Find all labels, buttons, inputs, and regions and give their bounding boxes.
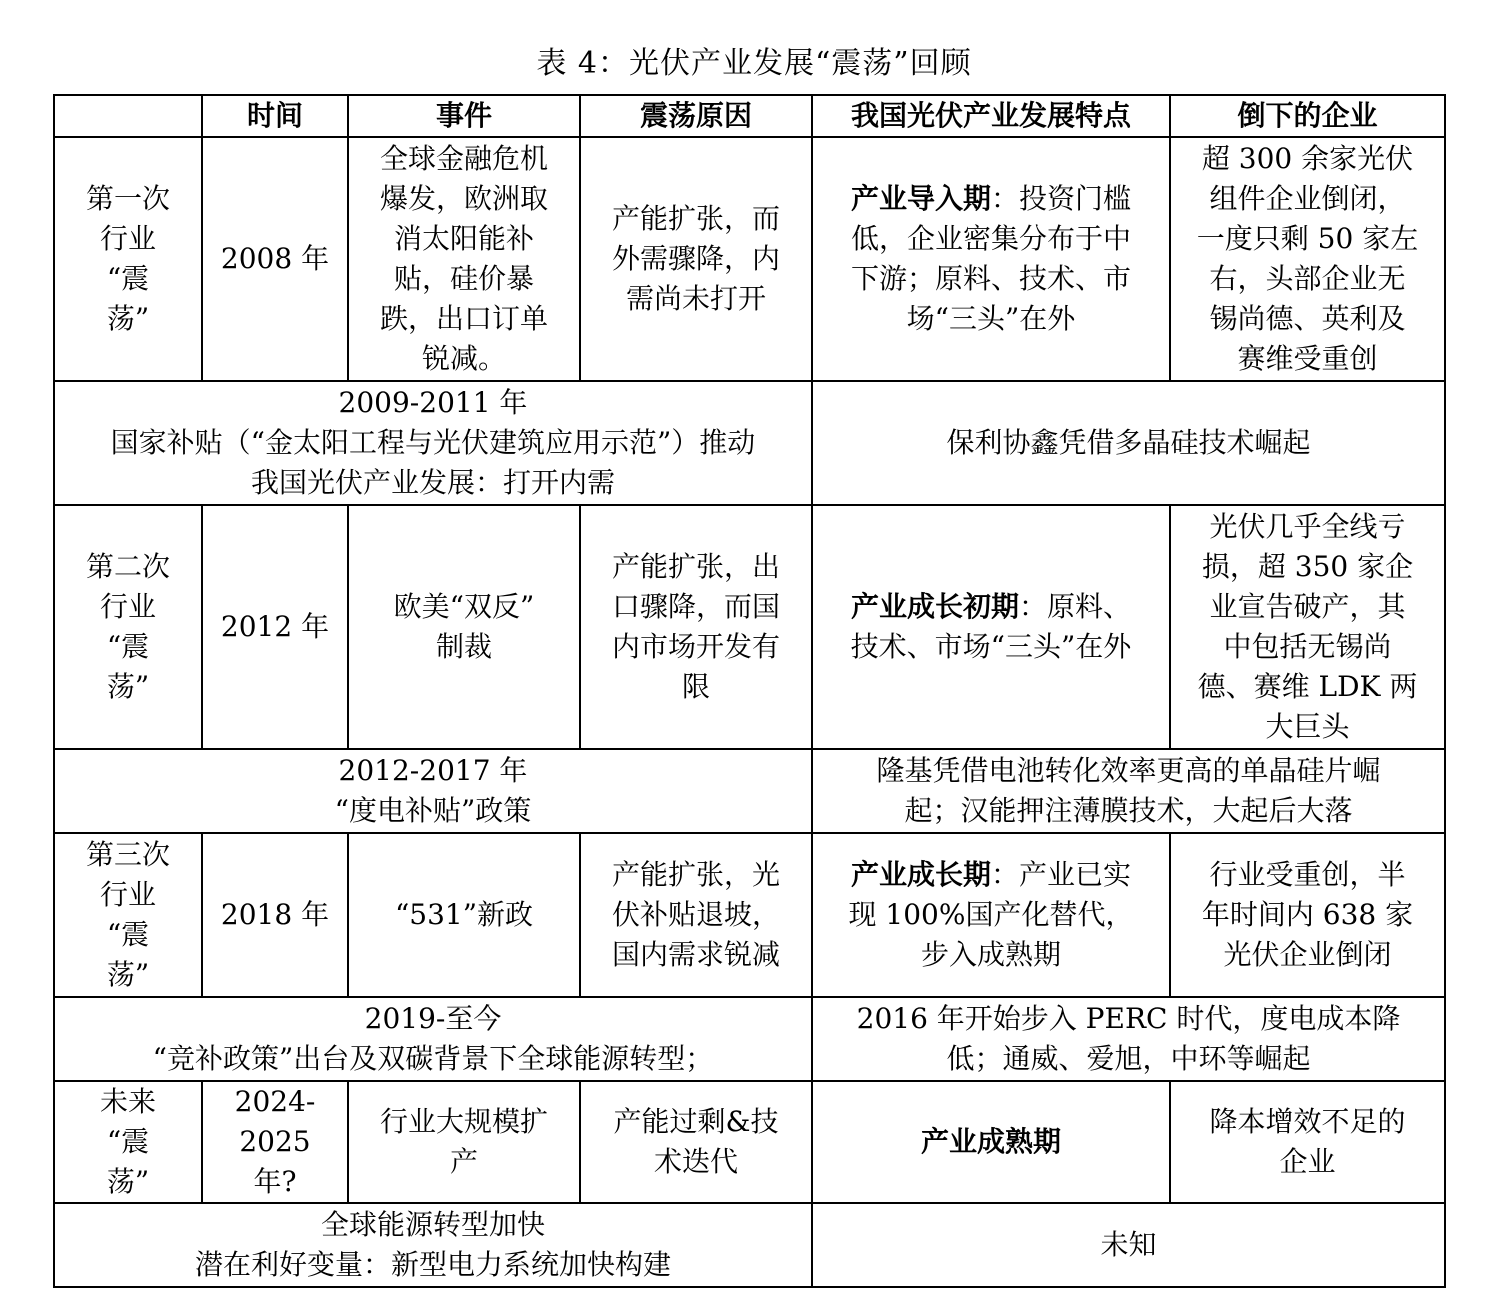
header-event: 事件 bbox=[348, 95, 580, 137]
stage-label: 产业导入期 bbox=[850, 182, 991, 215]
row-label: 第二次 行业 “震 荡” bbox=[54, 505, 202, 749]
period-right: 未知 bbox=[812, 1203, 1445, 1287]
fallen-cell: 超 300 余家光伏 组件企业倒闭， 一度只剩 50 家左 右，头部企业无 锡尚德、英利及 赛维受重创 bbox=[1170, 137, 1445, 381]
fallen-cell: 降本增效不足的 企业 bbox=[1170, 1081, 1445, 1203]
header-cause: 震荡原因 bbox=[580, 95, 812, 137]
period-row-third bbox=[54, 997, 1445, 1081]
time-cell: 2024- 2025 年? bbox=[202, 1081, 348, 1203]
header-time: 时间 bbox=[202, 95, 348, 137]
table-row-second bbox=[54, 505, 1445, 749]
period-row-first bbox=[54, 381, 1445, 505]
event-cell: “531”新政 bbox=[348, 833, 580, 997]
table-row-future bbox=[54, 1081, 1445, 1203]
feature-cell bbox=[812, 1081, 1170, 1203]
header-row bbox=[54, 95, 1445, 137]
event-cell: 全球金融危机 爆发，欧洲取 消太阳能补 贴，硅价暴 跌，出口订单 锐减。 bbox=[348, 137, 580, 381]
period-right: 保利协鑫凭借多晶硅技术崛起 bbox=[812, 381, 1445, 505]
row-label: 第三次 行业 “震 荡” bbox=[54, 833, 202, 997]
table-row-third bbox=[54, 833, 1445, 997]
period-row-second bbox=[54, 749, 1445, 833]
event-cell: 行业大规模扩 产 bbox=[348, 1081, 580, 1203]
cause-cell: 产能过剩&技 术迭代 bbox=[580, 1081, 812, 1203]
fallen-cell: 光伏几乎全线亏 损，超 350 家企 业宣告破产，其 中包括无锡尚 德、赛维 LDK 两 大巨头 bbox=[1170, 505, 1445, 749]
period-left: 2009-2011 年 国家补贴（“金太阳工程与光伏建筑应用示范”）推动 我国光伏产业发展：打开内需 bbox=[54, 381, 812, 505]
time-cell: 2018 年 bbox=[202, 833, 348, 997]
table-caption: 表 4：光伏产业发展“震荡”回顾 bbox=[536, 46, 972, 81]
feature-cell: 产业导入期：投资门槛 低，企业密集分布于中 下游；原料、技术、市 场“三头”在外 bbox=[812, 137, 1170, 381]
period-row-future bbox=[54, 1203, 1445, 1287]
time-cell: 2008 年 bbox=[202, 137, 348, 381]
event-cell: 欧美“双反” 制裁 bbox=[348, 505, 580, 749]
stage-label: 产业成长期 bbox=[850, 858, 991, 891]
period-left: 2012-2017 年 “度电补贴”政策 bbox=[54, 749, 812, 833]
period-right: 2016 年开始步入 PERC 时代，度电成本降 低；通威、爱旭，中环等崛起 bbox=[812, 997, 1445, 1081]
table-row-first bbox=[54, 137, 1445, 381]
header-blank bbox=[54, 95, 202, 137]
feature-cell: 产业成长初期：原料、 技术、市场“三头”在外 bbox=[812, 505, 1170, 749]
cause-cell: 产能扩张，而 外需骤降，内 需尚未打开 bbox=[580, 137, 812, 381]
period-left: 2019-至今 “竞补政策”出台及双碳背景下全球能源转型； bbox=[54, 997, 812, 1081]
cause-cell: 产能扩张，出 口骤降，而国 内市场开发有 限 bbox=[580, 505, 812, 749]
time-cell: 2012 年 bbox=[202, 505, 348, 749]
fallen-cell: 行业受重创，半 年时间内 638 家 光伏企业倒闭 bbox=[1170, 833, 1445, 997]
stage-label: 产业成长初期 bbox=[850, 590, 1019, 623]
cause-cell: 产能扩张，光 伏补贴退坡， 国内需求锐减 bbox=[580, 833, 812, 997]
row-label: 第一次 行业 “震 荡” bbox=[54, 137, 202, 381]
period-left: 全球能源转型加快 潜在利好变量：新型电力系统加快构建 bbox=[54, 1203, 812, 1287]
header-fallen: 倒下的企业 bbox=[1170, 95, 1445, 137]
row-label: 未来 “震 荡” bbox=[54, 1081, 202, 1203]
stage-label: 产业成熟期 bbox=[920, 1125, 1061, 1158]
pv-industry-table bbox=[53, 94, 1446, 1288]
period-right: 隆基凭借电池转化效率更高的单晶硅片崛 起；汉能押注薄膜技术，大起后大落 bbox=[812, 749, 1445, 833]
header-feature: 我国光伏产业发展特点 bbox=[812, 95, 1170, 137]
feature-cell: 产业成长期：产业已实 现 100%国产化替代， 步入成熟期 bbox=[812, 833, 1170, 997]
